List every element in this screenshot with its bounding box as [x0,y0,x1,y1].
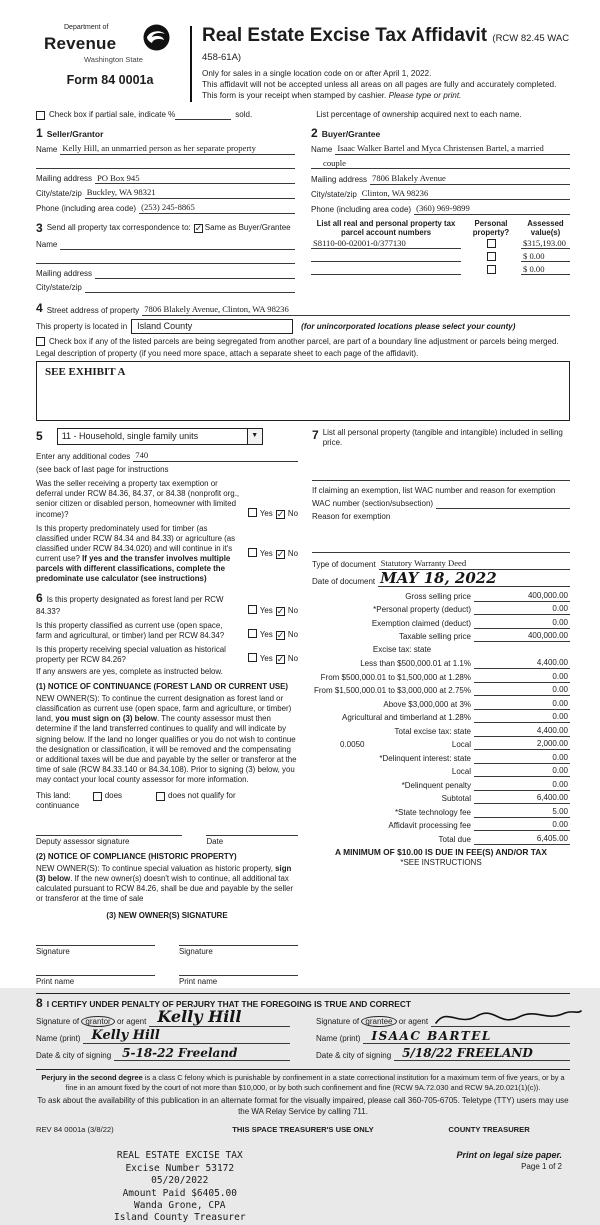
personal-property-list-field[interactable] [312,470,570,481]
print-legal-size-note: Print on legal size paper. [456,1150,562,1161]
wac-number-field[interactable] [436,498,570,509]
land-use-code-select[interactable] [57,428,263,445]
grantor-date-label: Date & city of signing [36,1050,112,1060]
notice-compliance-text: NEW OWNER(S): To continue special valuation as historic property, sign (3) below. If the new owner(s) doesn't wish to continue, all additional tax calculated pursuant to RCW 84.26, shall be due and payable by the seller or transferor at the time of sale [36,863,294,904]
grantee-date-label: Date & city of signing [316,1050,392,1060]
form-number: Form 84 0001a [66,73,154,88]
continuance-label: continuance [36,801,80,811]
minimum-fee-note: A MINIMUM OF $10.00 IS DUE IN FEE(S) AND/OR TAX [335,847,547,858]
seller-mail-label: Mailing address [36,174,93,184]
current-use-yes-checkbox[interactable] [248,629,257,638]
notice-continuance-title: (1) NOTICE OF CONTINUANCE (FOREST LAND OR CURRENT USE) [36,682,289,692]
personal-property-checkbox-3[interactable] [487,265,496,274]
new-owner-signature-title: (3) NEW OWNER(S) SIGNATURE [106,911,228,921]
partial-sale-percent-field[interactable] [175,109,231,120]
subtitle-3: This form is your receipt when stamped by cashier. Please type or print. [202,91,462,101]
section-8-number: 8 [36,995,43,1010]
corr-mail-field[interactable] [95,268,295,279]
dept-line: Department of [64,24,109,31]
stamp-line-2: Excise Number 53172 [125,1162,235,1174]
segregated-label: Check box if any of the listed parcels are being segregated from another parcel, are part of a boundary line adjustment or parcels being merged. [49,337,559,347]
partial-sale-label: Check box if partial sale, indicate % [49,110,176,119]
parcel-number-field[interactable]: S8110-00-02001-0/377130 [311,237,461,249]
grantor-print-handwritten: Kelly Hill [91,1027,160,1043]
timber-yes-no: Yes ✓ No [245,548,298,560]
seller-city-label: City/state/zip [36,189,82,199]
this-land-label: This land: [36,791,71,801]
exemption-question: Was the seller receiving a property tax exemption or deferral under RCW 84.36, 84.37, or 84.38 (nonprofit org., senior citizen or disabled person, homeowner with limited income)? [36,479,240,519]
deputy-assessor-label: Deputy assessor signature [36,837,130,847]
section-2-number: 2 [311,126,318,140]
wac-number-label: WAC number (section/subsection) [312,499,434,509]
stamp-line-3: 05/20/2022 [151,1175,209,1187]
historic-question: Is this property receiving special valuation as historical property per RCW 84.26? [36,644,226,665]
new-owner-print-field-1[interactable] [36,963,155,976]
exemption-claim-label: If claiming an exemption, list WAC number and reason for exemption [312,486,556,496]
grantor-signature-field[interactable] [149,1006,290,1027]
timber-yes-checkbox[interactable] [248,548,257,557]
new-owner-signature-label-1: Signature [36,947,70,957]
forest-yes-checkbox[interactable] [248,605,257,614]
corr-name-label: Name [36,239,58,249]
section-4-number: 4 [36,300,43,315]
does-not-qualify-checkbox[interactable] [156,792,165,801]
same-as-buyer-label: Same as Buyer/Grantee [204,223,291,233]
new-owner-print-label-1: Print name [36,977,75,987]
seller-name-overflow-field[interactable] [36,158,295,169]
type-or-print-note: Please type or print. [388,91,462,101]
grantee-date-handwritten: 5/18/22 FREELAND [402,1045,533,1060]
if-yes-note: If any answers are yes, complete as instructed below. [36,667,223,677]
land-use-code-value: 11 - Household, single family units [61,431,199,442]
grantee-signature-scrawl [433,1005,583,1029]
forest-no-checkbox[interactable]: ✓ [276,605,285,616]
additional-codes-field[interactable]: 740 [133,450,298,462]
excise-row-gross: Gross selling price 400,000.00 [405,590,568,601]
partial-sale-checkbox[interactable] [36,111,45,120]
deputy-date-label: Date [206,837,224,847]
reason-exemption-label: Reason for exemption [312,512,391,522]
grantor-date-handwritten: 5-18-22 Freeland [122,1045,238,1060]
excise-row-total-state: Total excise tax: state 4,400.00 [394,725,568,736]
document-date-label: Date of document [312,576,376,586]
street-address-field[interactable]: 7806 Blakely Avenue, Clinton, WA 98236 [142,304,570,316]
seller-phone-label: Phone (including area code) [36,203,137,213]
does-label: does [104,791,123,801]
perjury-statement: Perjury in the second degree is a class C felony which is punishable by confinement in a state correctional institution for a maximum term of five years, or by a fine in an amount fixed by the court of not more than $10,000, or by both such confinement and fine (RCW 9A.72.030 and RCW 9A.20.021(1)(c)). [41,1072,565,1092]
grantor-signature-handwritten: Kelly Hill [157,1006,242,1026]
grantor-print-label: Name (print) [36,1033,81,1043]
subtitle-1: Only for sales in a single location code on or after April 1, 2022. [202,69,432,78]
form-title-rcw: (RCW 82.45 WAC 458-61A) [202,33,570,63]
buyer-name-label: Name [311,144,333,154]
buyer-mail-label: Mailing address [311,175,368,185]
exemption-no-checkbox[interactable]: ✓ [276,508,285,519]
grantee-date-field[interactable] [394,1045,570,1061]
forest-land-question: 6 Is this property designated as forest land per RCW 84.33? [36,591,224,616]
section-1-title: Seller/Grantor [46,129,104,139]
grantee-signature-block: Signature of grantee or agent Name (print) ISAAC BARTEL Date & city of signing 5/18/22 FREELAND [316,1015,570,1064]
corr-mail-label: Mailing address [36,268,93,278]
assessed-value-field-3[interactable]: $ 0.00 [521,262,570,275]
dropdown-arrow-icon[interactable]: ▼ [247,429,262,444]
excise-row-subtotal: Subtotal 6,400.00 [441,793,568,804]
deputy-assessor-signature-field[interactable] [36,823,182,836]
county-treasurer-label: COUNTY TREASURER [448,1124,530,1134]
grantee-signature-field[interactable] [431,1015,570,1027]
historic-yes-no: Yes ✓ No [245,653,298,665]
alternate-format-note: To ask about the availability of this publication in an alternate format for the visually impaired, please call 360-705-6705. Teletype (TTY) users may use the WA Relay Service by calling 711. [37,1096,569,1116]
document-type-field[interactable]: Statutory Warranty Deed [379,558,570,570]
assessed-value-field-1[interactable]: $315,193.00 [521,237,570,249]
grantor-circled-word: grantor [81,1016,114,1027]
current-use-question: Is this property classified as current use (open space, farm and agricultural, or timber) land per RCW 84.34? [36,620,225,640]
personal-property-checkbox-2[interactable] [487,252,496,261]
section-1-number: 1 [36,126,43,140]
see-instructions-note: *SEE INSTRUCTIONS [400,857,482,867]
buyer-grantee-section [311,126,570,296]
certify-statement: I CERTIFY UNDER PENALTY OF PERJURY THAT THE FOREGOING IS TRUE AND CORRECT [46,998,412,1009]
excise-row-delinquent-interest-local: Local 0.00 [451,766,568,777]
corr-name-overflow-field[interactable] [36,253,295,264]
buyer-name-field[interactable]: Isaac Walker Bartel and Myca Christensen Bartel, a married [335,143,570,155]
document-date-field[interactable] [378,569,570,588]
corr-city-field[interactable] [85,282,295,293]
dor-swirl-icon [143,24,170,54]
exemption-yes-no: Yes ✓ No [245,508,298,520]
exemption-yes-checkbox[interactable] [248,508,257,517]
buyer-city-field[interactable]: Clinton, WA 98236 [360,188,570,200]
grantee-print-label: Name (print) [316,1033,361,1043]
timber-question-bold: If yes and the transfer involves multiple parcels with different classifications, complete the predominate use calculator (see instructions) [36,553,231,584]
seller-mail-field[interactable]: PO Box 945 [95,173,295,185]
subtitle-2: This affidavit will not be accepted unless all areas on all pages are fully and accurately completed. [202,80,557,90]
section-7-row [312,428,570,448]
rev-number: REV 84 0001a (3/8/22) [36,1124,114,1134]
parcel-number-field-3[interactable] [311,262,461,275]
buyer-phone-label: Phone (including area code) [311,204,412,214]
form-header [36,24,570,102]
ownership-percent-note: List percentage of ownership acquired next to each name. [316,110,522,119]
page-indicator: Page 1 of 2 [521,1161,562,1171]
seller-name-field[interactable]: Kelly Hill, an unmarried person as her separate property [60,143,295,155]
document-type-label: Type of document [312,559,376,569]
timber-no-checkbox[interactable]: ✓ [276,548,285,559]
section-5-number: 5 [36,429,43,444]
correspondence-section [36,221,295,236]
stamp-line-6: Island County Treasurer [114,1212,246,1224]
excise-row-tier4: Above $3,000,000 at 3% 0.00 [383,698,568,709]
historic-yes-checkbox[interactable] [248,653,257,662]
stamp-line-4: Amount Paid $6405.00 [122,1187,237,1199]
excise-row-exemption-deduct: Exemption claimed (deduct) 0.00 [371,617,568,628]
correspondence-label: Send all property tax correspondence to: [46,223,191,233]
excise-row-total-due: Total due 6,405.00 [438,833,568,844]
state-line: Washington State [84,55,143,64]
reason-exemption-field[interactable] [312,542,570,553]
seller-phone-field[interactable]: (253) 245-8865 [139,202,295,214]
grantor-signature-block: Signature of grantor or agent Kelly Hill Name (print) Kelly Hill Date & city of signing 5-18-22 Freeland [36,1015,290,1064]
parcel-table: List all real and personal property tax parcel account numbers Personal property? Assessed value(s) S8110-00-02001-0/377130 $315,193.00 $ 0.00 $ 0.00 [311,219,570,276]
parcel-col2-header: Personal [474,218,508,228]
same-as-buyer-checkbox[interactable]: ✓ [194,222,203,233]
historic-no-checkbox[interactable]: ✓ [276,654,285,665]
current-use-yes-no: Yes ✓ No [245,629,298,641]
new-owner-print-label-2: Print name [179,977,218,987]
timber-question: Is this property predominately used for timber (as classified under RCW 84.34 and 84.33) or agriculture (as classified under RCW 84.34.020) and will continue in it's current use? If yes and the transfer involves multiple parcels with different classifications, complete the predominate use calculator (see instructions) [36,523,236,584]
personal-property-list-label: List all personal property (tangible and intangible) included in selling price. [322,428,563,448]
grantor-date-field[interactable] [114,1045,290,1061]
new-owner-signature-label-2: Signature [179,947,213,957]
buyer-mail-field[interactable]: 7806 Blakely Avenue [370,173,570,185]
corr-name-field[interactable] [60,239,295,250]
excise-row-processing-fee: Affidavit processing fee 0.00 [388,820,568,831]
excise-state-header: Excise tax: state [372,645,432,655]
deputy-date-field[interactable] [206,823,298,836]
agency-name: Revenue [44,33,117,53]
does-qualify-checkbox[interactable] [93,792,102,801]
buyer-name-field-line2[interactable]: couple [311,158,570,170]
buyer-phone-field[interactable]: (360) 969-9899 [414,203,570,215]
grantee-circled-word: grantee [361,1016,396,1027]
legal-description-box[interactable]: SEE EXHIBIT A [36,361,570,421]
certification-section [36,993,570,1064]
section-5-row [36,428,298,445]
excise-row-personal-deduct: *Personal property (deduct) 0.00 [373,604,568,615]
section-3-number: 3 [36,220,43,235]
buyer-city-label: City/state/zip [311,189,357,199]
local-rate-value: 0.0050 [340,740,365,750]
excise-row-delinquent-penalty: *Delinquent penalty 0.00 [401,779,568,790]
partial-sale-suffix: sold. [235,110,253,119]
current-use-no-checkbox[interactable]: ✓ [276,629,285,640]
section-2-title: Buyer/Grantee [321,129,381,139]
excise-row-taxable: Taxable selling price 400,000.00 [398,631,568,642]
treasurer-stamp [114,1150,246,1224]
seller-grantor-section [36,126,295,296]
section-7-number: 7 [312,428,319,443]
personal-property-checkbox-1[interactable] [487,239,496,248]
new-owner-signature-field-2[interactable] [179,933,298,946]
additional-codes-label: Enter any additional codes [36,452,131,462]
legal-description-label: Legal description of property (if you need more space, attach a separate sheet to each page of the affidavit). [36,349,419,359]
segregated-checkbox[interactable] [36,337,45,346]
form-title: Real Estate Excise Tax Affidavit [202,25,488,46]
excise-row-tier3: From $1,500,000.01 to $3,000,000 at 2.75% 0.00 [313,685,568,696]
codes-note: (see back of last page for instructions [36,465,169,475]
excise-row-agricultural: Agricultural and timberland at 1.28% 0.00 [342,712,568,723]
footer-rule [36,1069,570,1070]
property-section [36,301,570,421]
county-select[interactable]: Island County [131,319,293,334]
does-not-label: does not qualify for [168,791,236,801]
excise-row-delinquent-interest-state: *Delinquent interest: state 0.00 [379,752,568,763]
corr-city-label: City/state/zip [36,282,82,292]
notice-continuance-text: NEW OWNER(S): To continue the current designation as forest land or classification as current use (open space, farm and agriculture, or timber) land, you must sign on (3) below. The county assessor must then determine if the land transferred continues to qualify and will indicate by signing below. If the land no longer qualifies or you do not wish to continue the designation or classification, it will be removed and the compensating or additional taxes will be due and payable by the seller or transferor at the time of sale (RCW 84.33.140 or 84.34.108). Prior to signing (3) below, you may contact your local county assessor for more information. [36,694,297,785]
new-owner-signature-field-1[interactable] [36,933,155,946]
treasurer-use-label: THIS SPACE TREASURER'S USE ONLY [232,1124,374,1134]
stamp-line-5: Wanda Grone, CPA [134,1199,226,1211]
grantor-print-field[interactable] [83,1027,290,1044]
street-address-label: Street address of property [46,305,140,315]
parcel-col1-header: List all real and personal property tax parcel account numbers [316,218,456,238]
forest-yes-no: Yes ✓ No [245,605,298,617]
seller-city-field[interactable]: Buckley, WA 98321 [85,187,295,199]
located-in-label: This property is located in [36,321,128,331]
grantee-print-field[interactable] [363,1028,570,1044]
unincorporated-note: (for unincorporated locations please select your county) [301,321,516,331]
stamp-line-1: REAL ESTATE EXCISE TAX [116,1150,243,1162]
seller-name-label: Name [36,144,58,154]
excise-row-technology-fee: *State technology fee 5.00 [394,806,568,817]
excise-row-local: 0.0050 Local 2,000.00 [312,739,570,750]
parcel-number-field-2[interactable] [311,249,461,262]
excise-row-tier2: From $500,000.01 to $1,500,000 at 1.28% 0.00 [320,671,568,682]
dor-logo [36,24,184,89]
notice-compliance-title: (2) NOTICE OF COMPLIANCE (HISTORIC PROPERTY) [36,852,237,862]
excise-tax-table [312,591,570,845]
header-divider [190,26,192,102]
excise-row-tier1: Less than $500,000.01 at 1.1% 4,400.00 [360,658,568,669]
grantee-print-handwritten: ISAAC BARTEL [371,1028,492,1043]
assessed-value-field-2[interactable]: $ 0.00 [521,249,570,262]
parcel-col3-header: Assessed [527,218,564,228]
new-owner-print-field-2[interactable] [179,963,298,976]
document-date-handwritten: MAY 18, 2022 [380,569,497,588]
